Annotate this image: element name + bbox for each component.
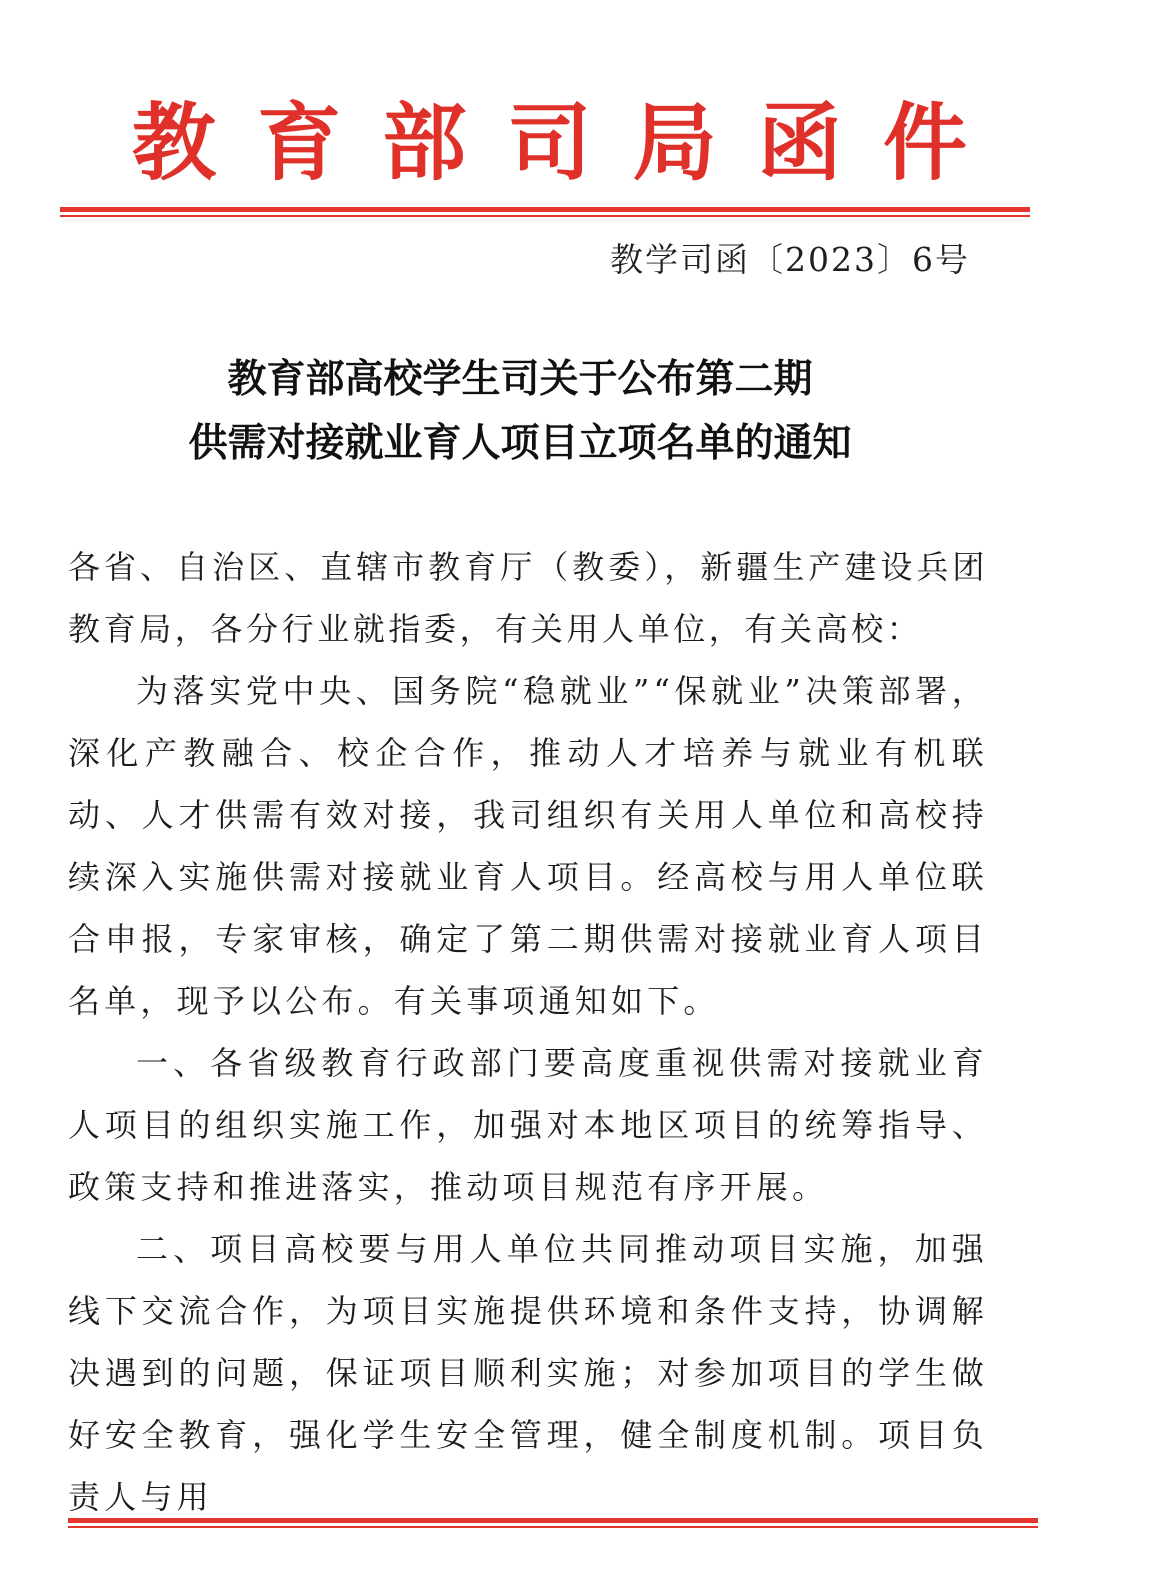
red-rule-thick <box>60 207 1030 212</box>
masthead-char: 部 <box>382 94 467 192</box>
masthead-char: 育 <box>257 94 342 192</box>
footer-red-rule <box>68 1518 1038 1528</box>
red-rule-thin <box>68 1526 1038 1528</box>
document-number: 教学司函〔2023〕6号 <box>610 240 970 279</box>
salutation: 各省、自治区、直辖市教育厅（教委），新疆生产建设兵团教育局，各分行业就指委，有关用人单位，有关高校： <box>68 548 988 648</box>
title-line-1: 教育部高校学生司关于公布第二期 <box>227 357 813 402</box>
masthead-char: 函 <box>757 94 842 192</box>
red-rule-thin <box>60 215 1030 217</box>
document-body <box>68 536 988 1528</box>
body-paragraph-2: 一、各省级教育行政部门要高度重视供需对接就业育人项目的组织实施工作，加强对本地区项目的统筹指导、政策支持和推进落实，推动项目规范有序开展。 <box>68 1044 988 1206</box>
document-title <box>60 348 980 476</box>
masthead-char: 局 <box>632 94 717 192</box>
masthead-char: 教 <box>132 94 217 192</box>
masthead <box>60 88 1035 198</box>
red-rule-thick <box>68 1518 1038 1523</box>
masthead-red-rule <box>60 207 1030 217</box>
masthead-char: 件 <box>882 94 967 192</box>
body-paragraph-3: 二、项目高校要与用人单位共同推动项目实施，加强线下交流合作，为项目实施提供环境和条件支持，协调解决遇到的问题，保证项目顺利实施；对参加项目的学生做好安全教育，强化学生安全管理，健全制度机制。项目负责人与用 <box>68 1230 988 1516</box>
body-paragraph-1: 为落实党中央、国务院“稳就业”“保就业”决策部署，深化产教融合、校企合作，推动人才培养与就业有机联动、人才供需有效对接，我司组织有关用人单位和高校持续深入实施供需对接就业育人项目。经高校与用人单位联合申报，专家审核，确定了第二期供需对接就业育人项目名单，现予以公布。有关事项通知如下。 <box>68 672 988 1020</box>
masthead-char: 司 <box>507 94 592 192</box>
title-line-2: 供需对接就业育人项目立项名单的通知 <box>188 421 852 466</box>
